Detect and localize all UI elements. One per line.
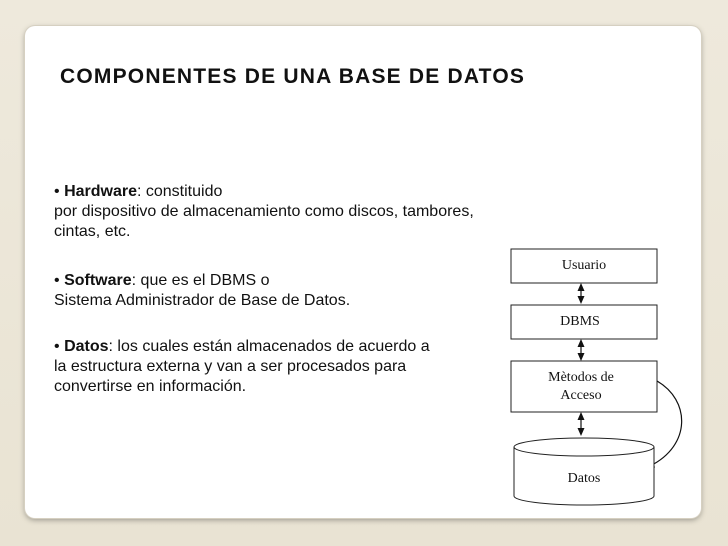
term-hardware: Hardware xyxy=(64,183,137,200)
datos-line-3: convertirse en información. xyxy=(54,378,247,395)
term-separator: : xyxy=(131,272,137,289)
datos-line-2: la estructura externa y van a ser procesados para xyxy=(54,358,407,375)
hardware-line-3: cintas, etc. xyxy=(54,223,131,240)
metodos-label-line-2: Acceso xyxy=(560,388,602,403)
bullet-symbol: • xyxy=(54,183,60,200)
software-line-2: Sistema Administrador de Base de Datos. xyxy=(54,292,351,309)
software-line-1: que es el DBMS o xyxy=(136,272,270,289)
term-separator: : xyxy=(136,183,142,200)
bullet-symbol: • xyxy=(54,272,60,289)
dbms-label: DBMS xyxy=(560,314,600,329)
slide-title: COMPONENTES DE UNA BASE DE DATOS xyxy=(60,65,526,88)
hardware-line-1: constituido xyxy=(141,183,223,200)
usuario-label: Usuario xyxy=(561,258,607,273)
hardware-line-2: por dispositivo de almacenamiento como discos, tambores, xyxy=(54,203,474,220)
term-datos: Datos xyxy=(64,338,109,355)
term-separator: : xyxy=(108,338,113,355)
term-software: Software xyxy=(64,272,132,289)
datos-line-1: los cuales están almacenados de acuerdo a xyxy=(112,338,430,355)
bullet-symbol: • xyxy=(54,338,60,355)
metodos-label-line-1: Mètodos de xyxy=(548,370,614,385)
datos-label: Datos xyxy=(567,471,601,486)
metodos-box xyxy=(511,361,657,412)
